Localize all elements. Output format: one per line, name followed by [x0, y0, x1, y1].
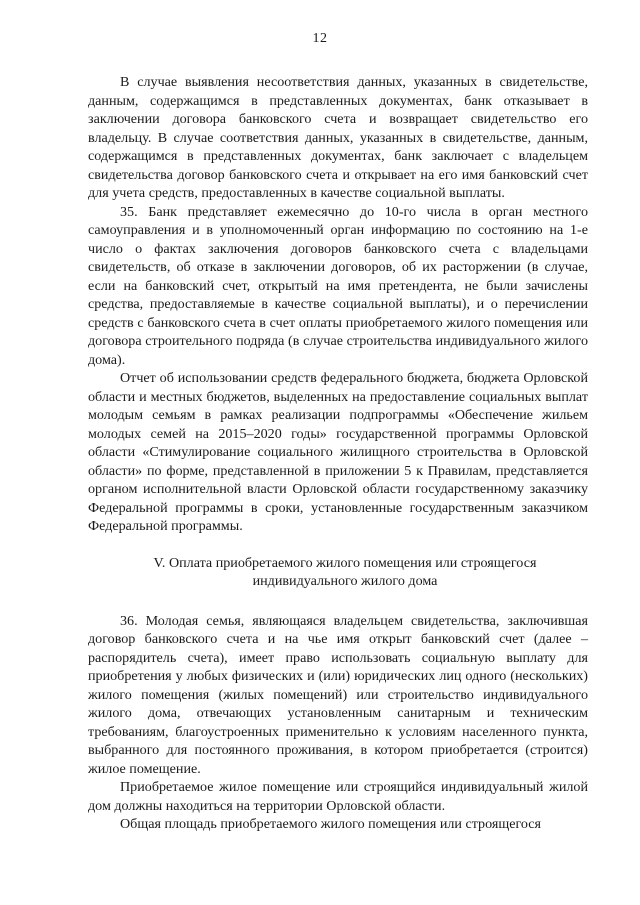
section-heading-line-1: V. Оплата приобретаемого жилого помещения или строящегося — [153, 554, 537, 571]
section-heading-line-2: индивидуального жилого дома — [252, 573, 438, 589]
section-heading-v — [88, 554, 588, 591]
paragraph-budget-report: Отчет об использовании средств федерального бюджета, бюджета Орловской области и местных бюджетов, выделенных на предоставление социальных выплат молодым семьям в рамках реализации подпрограммы «Обеспечение жильем молодых семей на 2015–2020 годы» государственной программы Орловской области «Стимулирование социального жилищного строительства в Орловской области» по форме, представленной в приложении 5 к Правилам, представляется органом исполнительной власти Орловской области государственному заказчику Федеральной программы в сроки, установленные государственным заказчиком Федеральной программы. — [88, 370, 588, 534]
paragraph-total-area: Общая площадь приобретаемого жилого помещения или строящегося — [120, 816, 542, 832]
paragraph-35-bank-report: 35. Банк представляет ежемесячно до 10-го числа в орган местного самоуправления и в уполномоченный орган информацию по состоянию на 1-е число о фактах заключения договоров банковского счета с владельцами свидетельств, об отказе в заключении договоров, об их расторжении (в случае, если на банковский счет, открытый на имя претендента, не были зачислены средства, предоставляемые в качестве социальной выплаты), и о перечислении средств с банковского счета в счет оплаты приобретаемого жилого помещения или договора строительного подряда (в случае строительства индивидуального жилого дома). — [88, 203, 588, 368]
paragraph-location-requirement: Приобретаемое жилое помещение или строящийся индивидуальный жилой дом должны находиться на территории Орловской области. — [88, 779, 588, 814]
paragraph-bank-refusal: В случае выявления несоответствия данных, указанных в свидетельстве, данным, содержащимся в представленных документах, банк отказывает в заключении договора банковского счета и возвращает свидетельство его владельцу. В случае соответствия данных, указанных в свидетельстве, данным, содержащимся в представленных документах, банк заключает с владельцем свидетельства договор банковского счета и открывает на его имя банковский счет для учета средств, предоставленных в качестве социальной выплаты. — [88, 74, 588, 201]
paragraph-36-social-payment-use: 36. Молодая семья, являющаяся владельцем свидетельства, заключившая договор банковского счета и на чье имя открыт банковский счет (далее – распорядитель счета), имеет право использовать социальную выплату для приобретения у любых физических и (или) юридических лиц одного (нескольких) жилого помещения (жилых помещений) или строительство индивидуального жилого дома, отвечающих установленным санитарным и техническим требованиям, благоустроенных применительно к условиям населенного пункта, выбранного для постоянного проживания, в котором приобретается (строится) жилое помещение. — [88, 612, 588, 777]
page-number: 12 — [312, 31, 328, 46]
document-body — [88, 73, 588, 834]
